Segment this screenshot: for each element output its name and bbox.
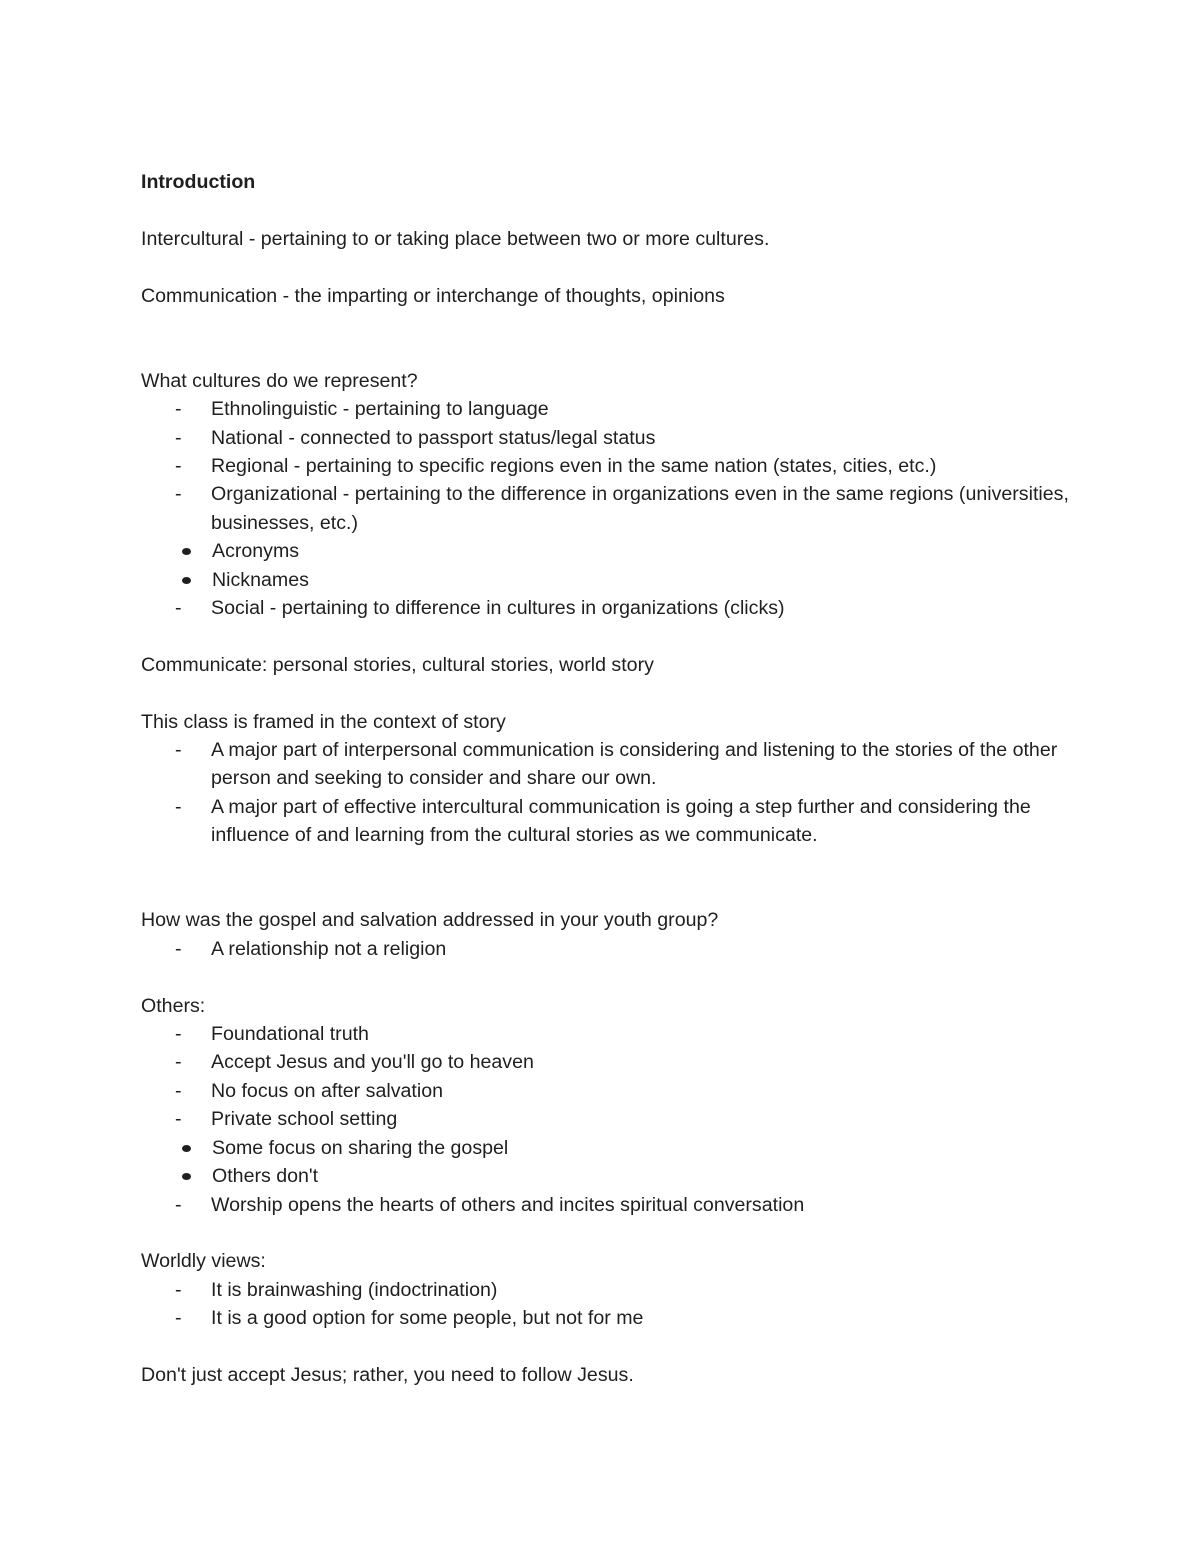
definition-intercultural: Intercultural - pertaining to or taking place between two or more cultures. <box>141 227 770 250</box>
list-item <box>141 1304 1081 1332</box>
list-item <box>141 566 1081 594</box>
closing-statement: Don't just accept Jesus; rather, you need to follow Jesus. <box>141 1363 634 1386</box>
dash-marker: - <box>175 1023 182 1046</box>
list-item-text: Private school setting <box>211 1108 398 1131</box>
dash-marker: - <box>175 1278 182 1301</box>
dash-marker: - <box>175 937 182 960</box>
dash-marker: - <box>175 1307 182 1330</box>
definition-communication: Communication - the imparting or interchange of thoughts, opinions <box>141 284 725 307</box>
document-page <box>141 168 1081 1389</box>
list-item-text: No focus on after salvation <box>211 1079 443 1102</box>
bullet-icon <box>182 577 191 584</box>
list-item <box>141 452 1081 480</box>
dash-marker: - <box>175 455 182 478</box>
list-item-text: Organizational - pertaining to the difference in organizations even in the same regions (universities, businesses, etc.) <box>211 483 1069 534</box>
list-item <box>141 793 1081 850</box>
organizational-sublist <box>141 537 1081 594</box>
dash-marker: - <box>175 795 182 818</box>
list-item <box>141 1077 1081 1105</box>
communicate-line: Communicate: personal stories, cultural stories, world story <box>141 653 654 676</box>
worldly-list <box>141 1276 1081 1333</box>
list-item-text: Foundational truth <box>211 1023 369 1046</box>
dash-marker: - <box>175 1108 182 1131</box>
list-item-text: A relationship not a religion <box>211 937 447 960</box>
list-item <box>141 537 1081 565</box>
list-item-text: Nicknames <box>212 568 309 591</box>
list-item-text: Worship opens the hearts of others and incites spiritual conversation <box>211 1193 805 1216</box>
list-item-text: It is a good option for some people, but not for me <box>211 1307 644 1330</box>
list-item <box>141 1191 1081 1219</box>
list-item <box>141 1134 1081 1162</box>
list-item <box>141 424 1081 452</box>
others-label: Others: <box>141 994 206 1017</box>
bullet-icon <box>182 548 191 555</box>
worldly-label: Worldly views: <box>141 1250 266 1273</box>
dash-marker: - <box>175 1051 182 1074</box>
list-item-text: Accept Jesus and you'll go to heaven <box>211 1051 534 1074</box>
dash-marker: - <box>175 597 182 620</box>
list-item-text: Some focus on sharing the gospel <box>212 1136 509 1159</box>
story-intro: This class is framed in the context of story <box>141 710 506 733</box>
list-item <box>141 1048 1081 1076</box>
list-item-text: Acronyms <box>212 540 300 563</box>
dash-marker: - <box>175 483 182 506</box>
list-item-text: Others don't <box>212 1165 319 1188</box>
list-item-text: A major part of effective intercultural communication is going a step further and considering the influence of and learning from the cultural stories as we communicate. <box>211 795 1031 847</box>
private-school-sublist <box>141 1134 1081 1191</box>
list-item <box>141 480 1081 594</box>
gospel-question: How was the gospel and salvation addressed in your youth group? <box>141 909 719 932</box>
list-item-text: Regional - pertaining to specific regions even in the same nation (states, cities, etc.) <box>211 455 937 478</box>
bullet-icon <box>182 1173 191 1180</box>
list-item-text: A major part of interpersonal communication is considering and listening to the stories of the other person and seeking to consider and share our own. <box>211 739 1058 790</box>
list-item-text: It is brainwashing (indoctrination) <box>211 1278 498 1301</box>
list-item <box>141 935 1081 963</box>
list-item <box>141 1105 1081 1190</box>
page-title: Introduction <box>141 171 256 193</box>
dash-marker: - <box>175 739 182 762</box>
dash-marker: - <box>175 1193 182 1216</box>
dash-marker: - <box>175 398 182 421</box>
list-item <box>141 395 1081 423</box>
story-list <box>141 736 1081 850</box>
list-item <box>141 1162 1081 1190</box>
cultures-list <box>141 395 1081 622</box>
list-item <box>141 594 1081 622</box>
list-item <box>141 1276 1081 1304</box>
list-item-text: National - connected to passport status/legal status <box>211 426 656 449</box>
list-item-text: Social - pertaining to difference in cultures in organizations (clicks) <box>211 597 785 620</box>
cultures-question: What cultures do we represent? <box>141 369 418 392</box>
bullet-icon <box>182 1145 191 1152</box>
list-item <box>141 736 1081 793</box>
dash-marker: - <box>175 426 182 449</box>
list-item <box>141 1020 1081 1048</box>
others-list <box>141 1020 1081 1219</box>
list-item-text: Ethnolinguistic - pertaining to language <box>211 398 549 421</box>
gospel-list <box>141 935 1081 963</box>
dash-marker: - <box>175 1079 182 1102</box>
